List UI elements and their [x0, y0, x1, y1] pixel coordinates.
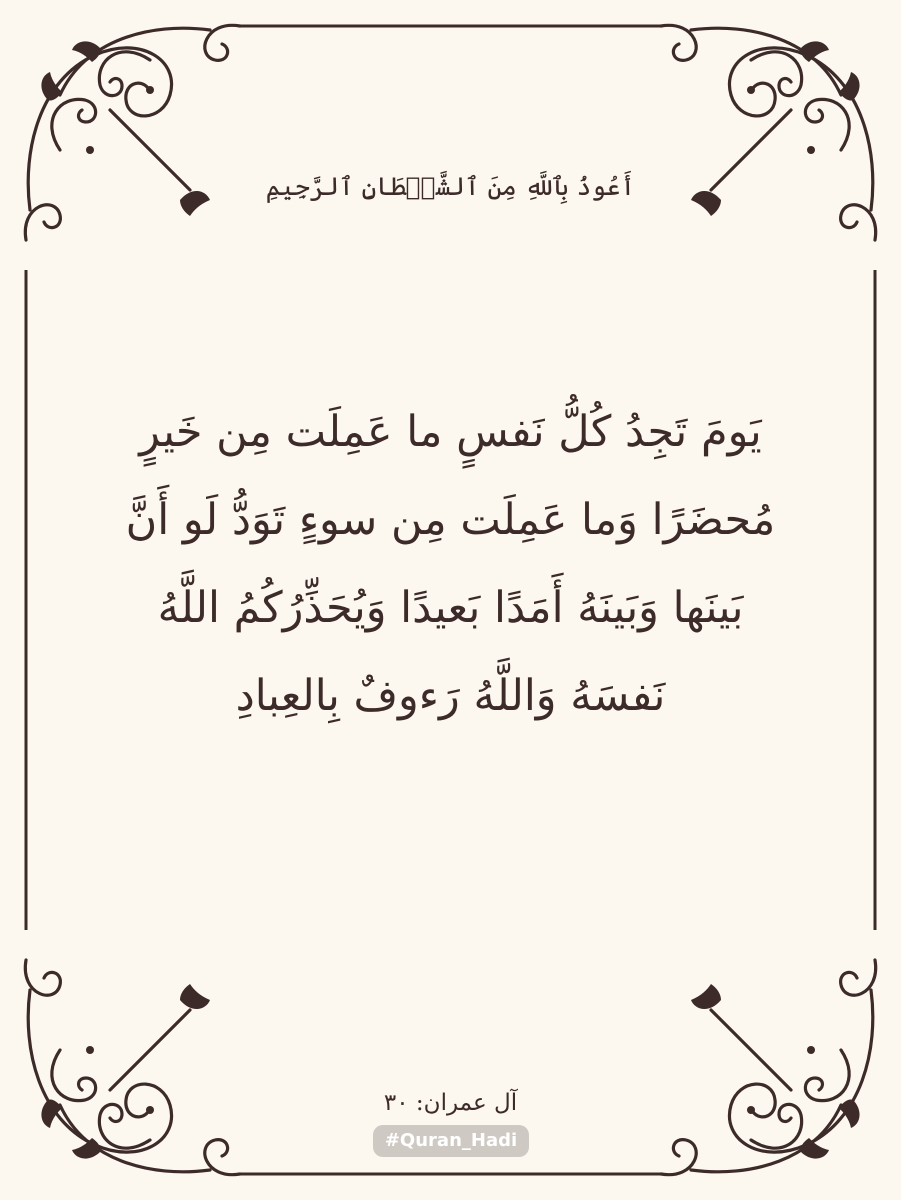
corner-ornament-bottom-right	[661, 960, 876, 1175]
isti3adha-text: أَعُوذُ بِٱللَّهِ مِنَ ٱلشَّيۡطَانِ ٱلرَّجِيمِ	[265, 172, 636, 201]
verse-line: بَينَها وَبَينَهُ أَمَدًا بَعيدًا وَيُحَذِّرُكُمُ اللَّهُ	[157, 583, 744, 633]
verse-line: يَومَ تَجِدُ كُلُّ نَفسٍ ما عَمِلَت مِن خَيرٍ	[139, 407, 762, 457]
surah-reference: آل عمران: ٣٠	[383, 1090, 518, 1116]
corner-ornament-top-left	[25, 25, 240, 240]
verse-text	[118, 388, 783, 740]
corner-ornament-top-right	[661, 25, 876, 240]
corner-ornament-bottom-left	[25, 960, 240, 1175]
verse-line: نَفسَهُ وَاللَّهُ رَءوفٌ بِالعِبادِ	[235, 671, 666, 721]
verse-line: مُحضَرًا وَما عَمِلَت مِن سوءٍ تَوَدُّ لَو أَنَّ	[125, 495, 776, 545]
hashtag-badge[interactable]: #Quran_Hadi	[373, 1125, 529, 1157]
